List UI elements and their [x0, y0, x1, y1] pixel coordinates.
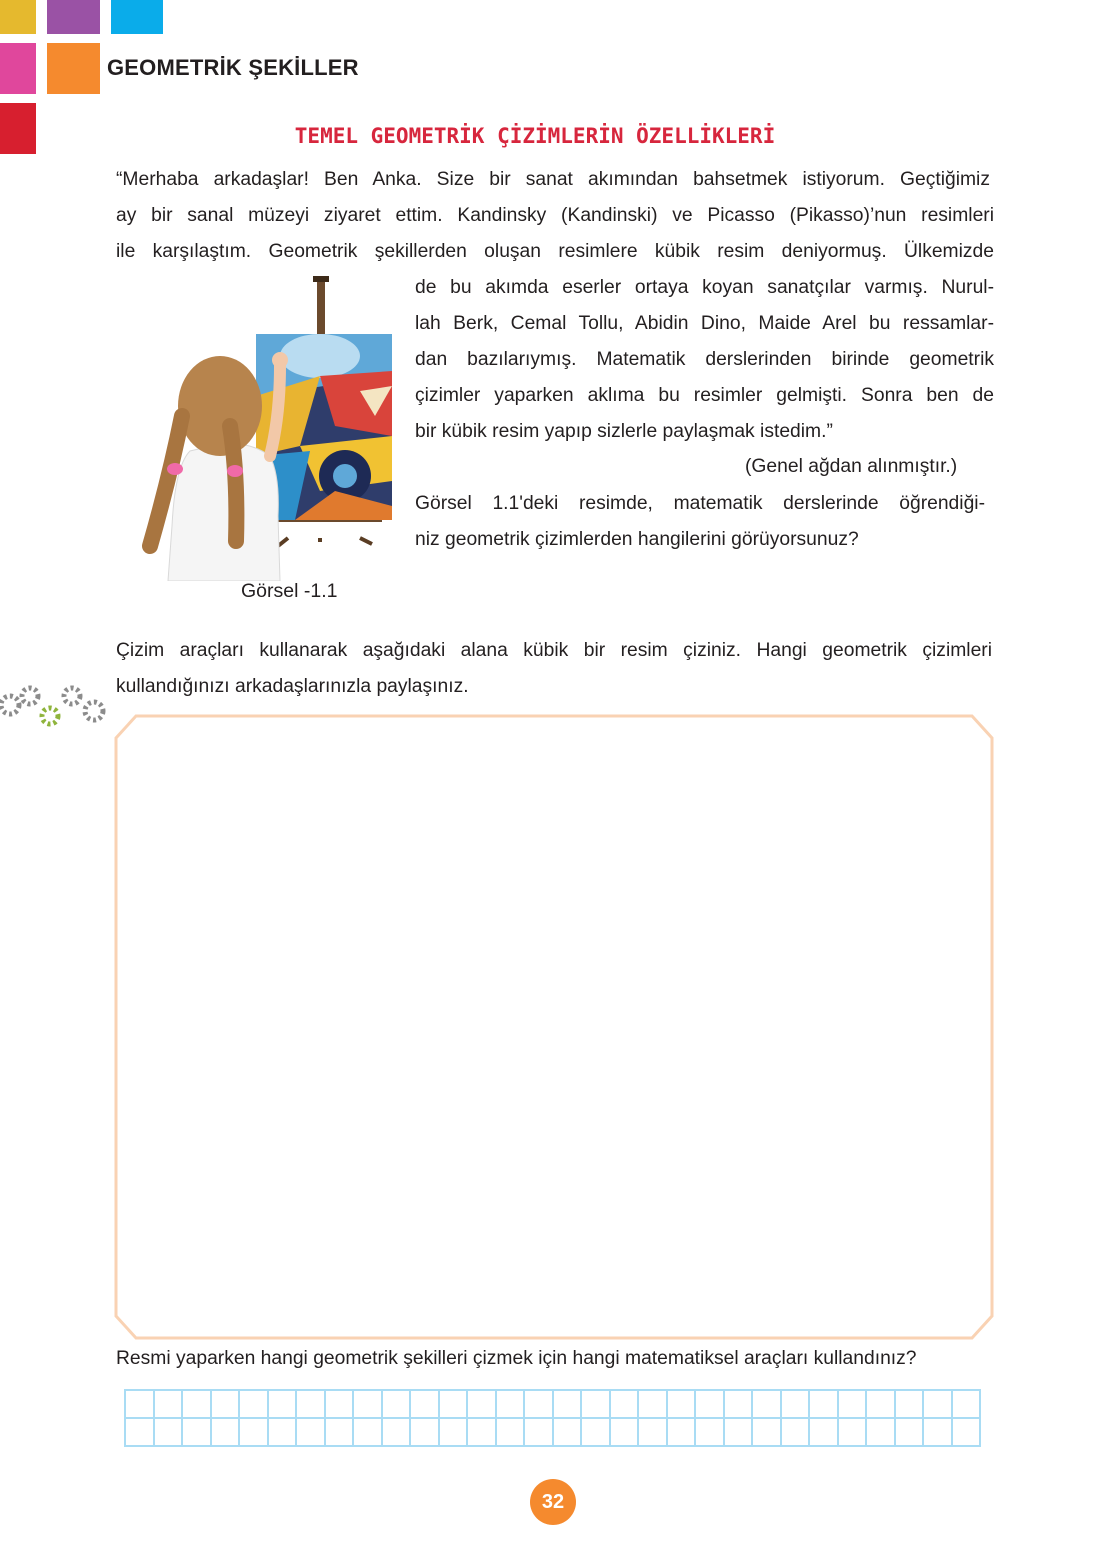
- question-line: Görsel 1.1'deki resimde, matematik derslerinde öğrendiği-: [415, 493, 985, 514]
- story-line: de bu akımda eserler ortaya koyan sanatçılar varmış. Nurul-: [415, 277, 994, 298]
- deco-square-pink: [0, 43, 36, 94]
- drawing-area[interactable]: [114, 714, 994, 1340]
- story-line: ay bir sanal müzeyi ziyaret ettim. Kandinsky (Kandinski) ve Picasso (Pikasso)’nun resimleri: [116, 205, 994, 226]
- deco-square-yellow: [0, 0, 36, 34]
- deco-square-blue: [111, 0, 163, 34]
- story-line: lah Berk, Cemal Tollu, Abidin Dino, Maide Arel bu ressamlar-: [415, 313, 994, 334]
- activity-line: kullandığınızı arkadaşlarınızla paylaşınız.: [116, 676, 469, 697]
- answer-grid[interactable]: [124, 1389, 981, 1447]
- story-line: dan bazılarıymış. Matematik derslerinden birinde geometrik: [415, 349, 994, 370]
- activity-line: Çizim araçları kullanarak aşağıdaki alana kübik bir resim çiziniz. Hangi geometrik çizimleri: [116, 640, 992, 661]
- followup-question: Resmi yaparken hangi geometrik şekilleri çizmek için hangi matematiksel araçları kullandınız?: [116, 1348, 917, 1369]
- figure-caption: Görsel -1.1: [241, 580, 338, 602]
- page-number: 32: [530, 1479, 576, 1525]
- deco-square-orange: [47, 43, 100, 94]
- answer-grid-row: [125, 1418, 980, 1446]
- section-title: TEMEL GEOMETRİK ÇİZİMLERİN ÖZELLİKLERİ: [294, 124, 776, 148]
- story-line: ile karşılaştım. Geometrik şekillerden oluşan resimlere kübik resim deniyormuş. Ülkemizde: [116, 241, 994, 262]
- story-line: “Merhaba arkadaşlar! Ben Anka. Size bir sanat akımından bahsetmek istiyorum. Geçtiğimiz: [116, 169, 990, 190]
- story-line: bir kübik resim yapıp sizlerle paylaşmak istedim.”: [415, 421, 833, 442]
- deco-square-purple: [47, 0, 100, 34]
- source-note: (Genel ağdan alınmıştır.): [745, 456, 958, 477]
- chapter-title: GEOMETRİK ŞEKİLLER: [107, 55, 359, 80]
- girl-painting-illustration: [120, 276, 400, 581]
- story-line: çizimler yaparken aklıma bu resimler gelmişti. Sonra ben de: [415, 385, 994, 406]
- answer-grid-row: [125, 1390, 980, 1418]
- gears-icon: [0, 683, 112, 731]
- question-line: niz geometrik çizimlerden hangilerini görüyorsunuz?: [415, 529, 859, 550]
